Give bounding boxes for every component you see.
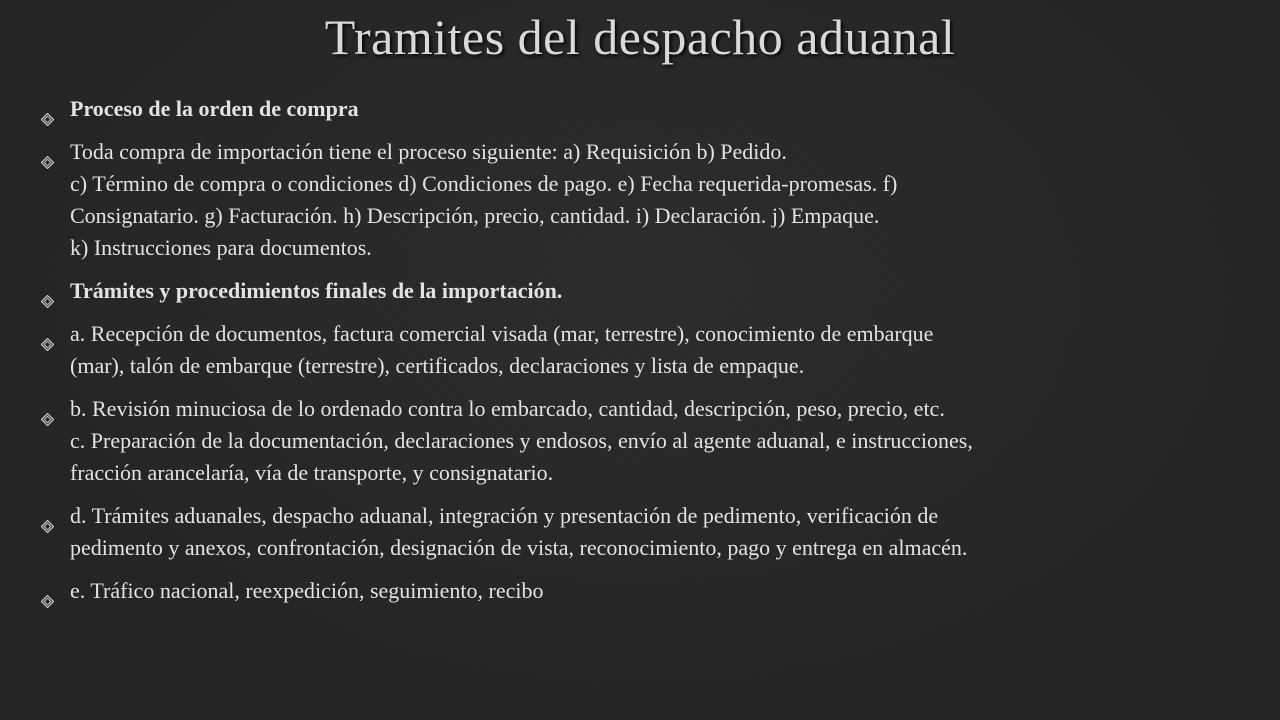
diamond-bullet-icon <box>41 328 54 341</box>
diamond-bullet-icon <box>41 103 54 116</box>
bullet-line: (mar), talón de embarque (terrestre), certificados, declaraciones y lista de empaque. <box>70 353 805 378</box>
bullet-line: c) Término de compra o condiciones d) Condiciones de pago. e) Fecha requerida-promesas. f) <box>70 171 898 196</box>
bullet-line: c. Preparación de la documentación, declaraciones y endosos, envío al agente aduanal, e instrucciones, <box>70 428 973 453</box>
bullet-text <box>70 136 1250 264</box>
bullet-list <box>40 93 1250 618</box>
bullet-item <box>40 500 1250 564</box>
bullet-line: Trámites y procedimientos finales de la importación. <box>70 278 563 303</box>
bullet-line: b. Revisión minuciosa de lo ordenado contra lo embarcado, cantidad, descripción, peso, precio, etc. <box>70 396 945 421</box>
bullet-line: k) Instrucciones para documentos. <box>70 235 372 260</box>
bullet-item <box>40 318 1250 382</box>
diamond-bullet-icon <box>41 146 54 159</box>
diamond-bullet-icon <box>41 585 54 598</box>
bullet-text <box>70 93 1250 125</box>
bullet-line: fracción arancelaría, vía de transporte, y consignatario. <box>70 460 554 485</box>
diamond-bullet-icon <box>41 403 54 416</box>
slide-title: Tramites del despacho aduanal <box>324 9 956 65</box>
bullet-item <box>40 93 1250 125</box>
bullet-line: e. Tráfico nacional, reexpedición, seguimiento, recibo <box>70 578 544 603</box>
bullet-line: d. Trámites aduanales, despacho aduanal, integración y presentación de pedimento, verificación de <box>70 503 939 528</box>
bullet-text <box>70 275 1250 307</box>
bullet-line: Consignatario. g) Facturación. h) Descripción, precio, cantidad. i) Declaración. j) Empaque. <box>70 203 880 228</box>
bullet-item <box>40 575 1250 607</box>
bullet-item <box>40 393 1250 489</box>
bullet-line: pedimento y anexos, confrontación, designación de vista, reconocimiento, pago y entrega en almacén. <box>70 535 968 560</box>
bullet-item <box>40 275 1250 307</box>
diamond-bullet-icon <box>41 510 54 523</box>
bullet-line: Proceso de la orden de compra <box>70 96 359 121</box>
bullet-item <box>40 136 1250 264</box>
diamond-bullet-icon <box>41 285 54 298</box>
bullet-text <box>70 318 1250 382</box>
bullet-text <box>70 393 1250 489</box>
bullet-text <box>70 575 1250 607</box>
bullet-line: a. Recepción de documentos, factura comercial visada (mar, terrestre), conocimiento de embarque <box>70 321 934 346</box>
bullet-line: Toda compra de importación tiene el proceso siguiente: a) Requisición b) Pedido. <box>70 139 787 164</box>
bullet-text <box>70 500 1250 564</box>
